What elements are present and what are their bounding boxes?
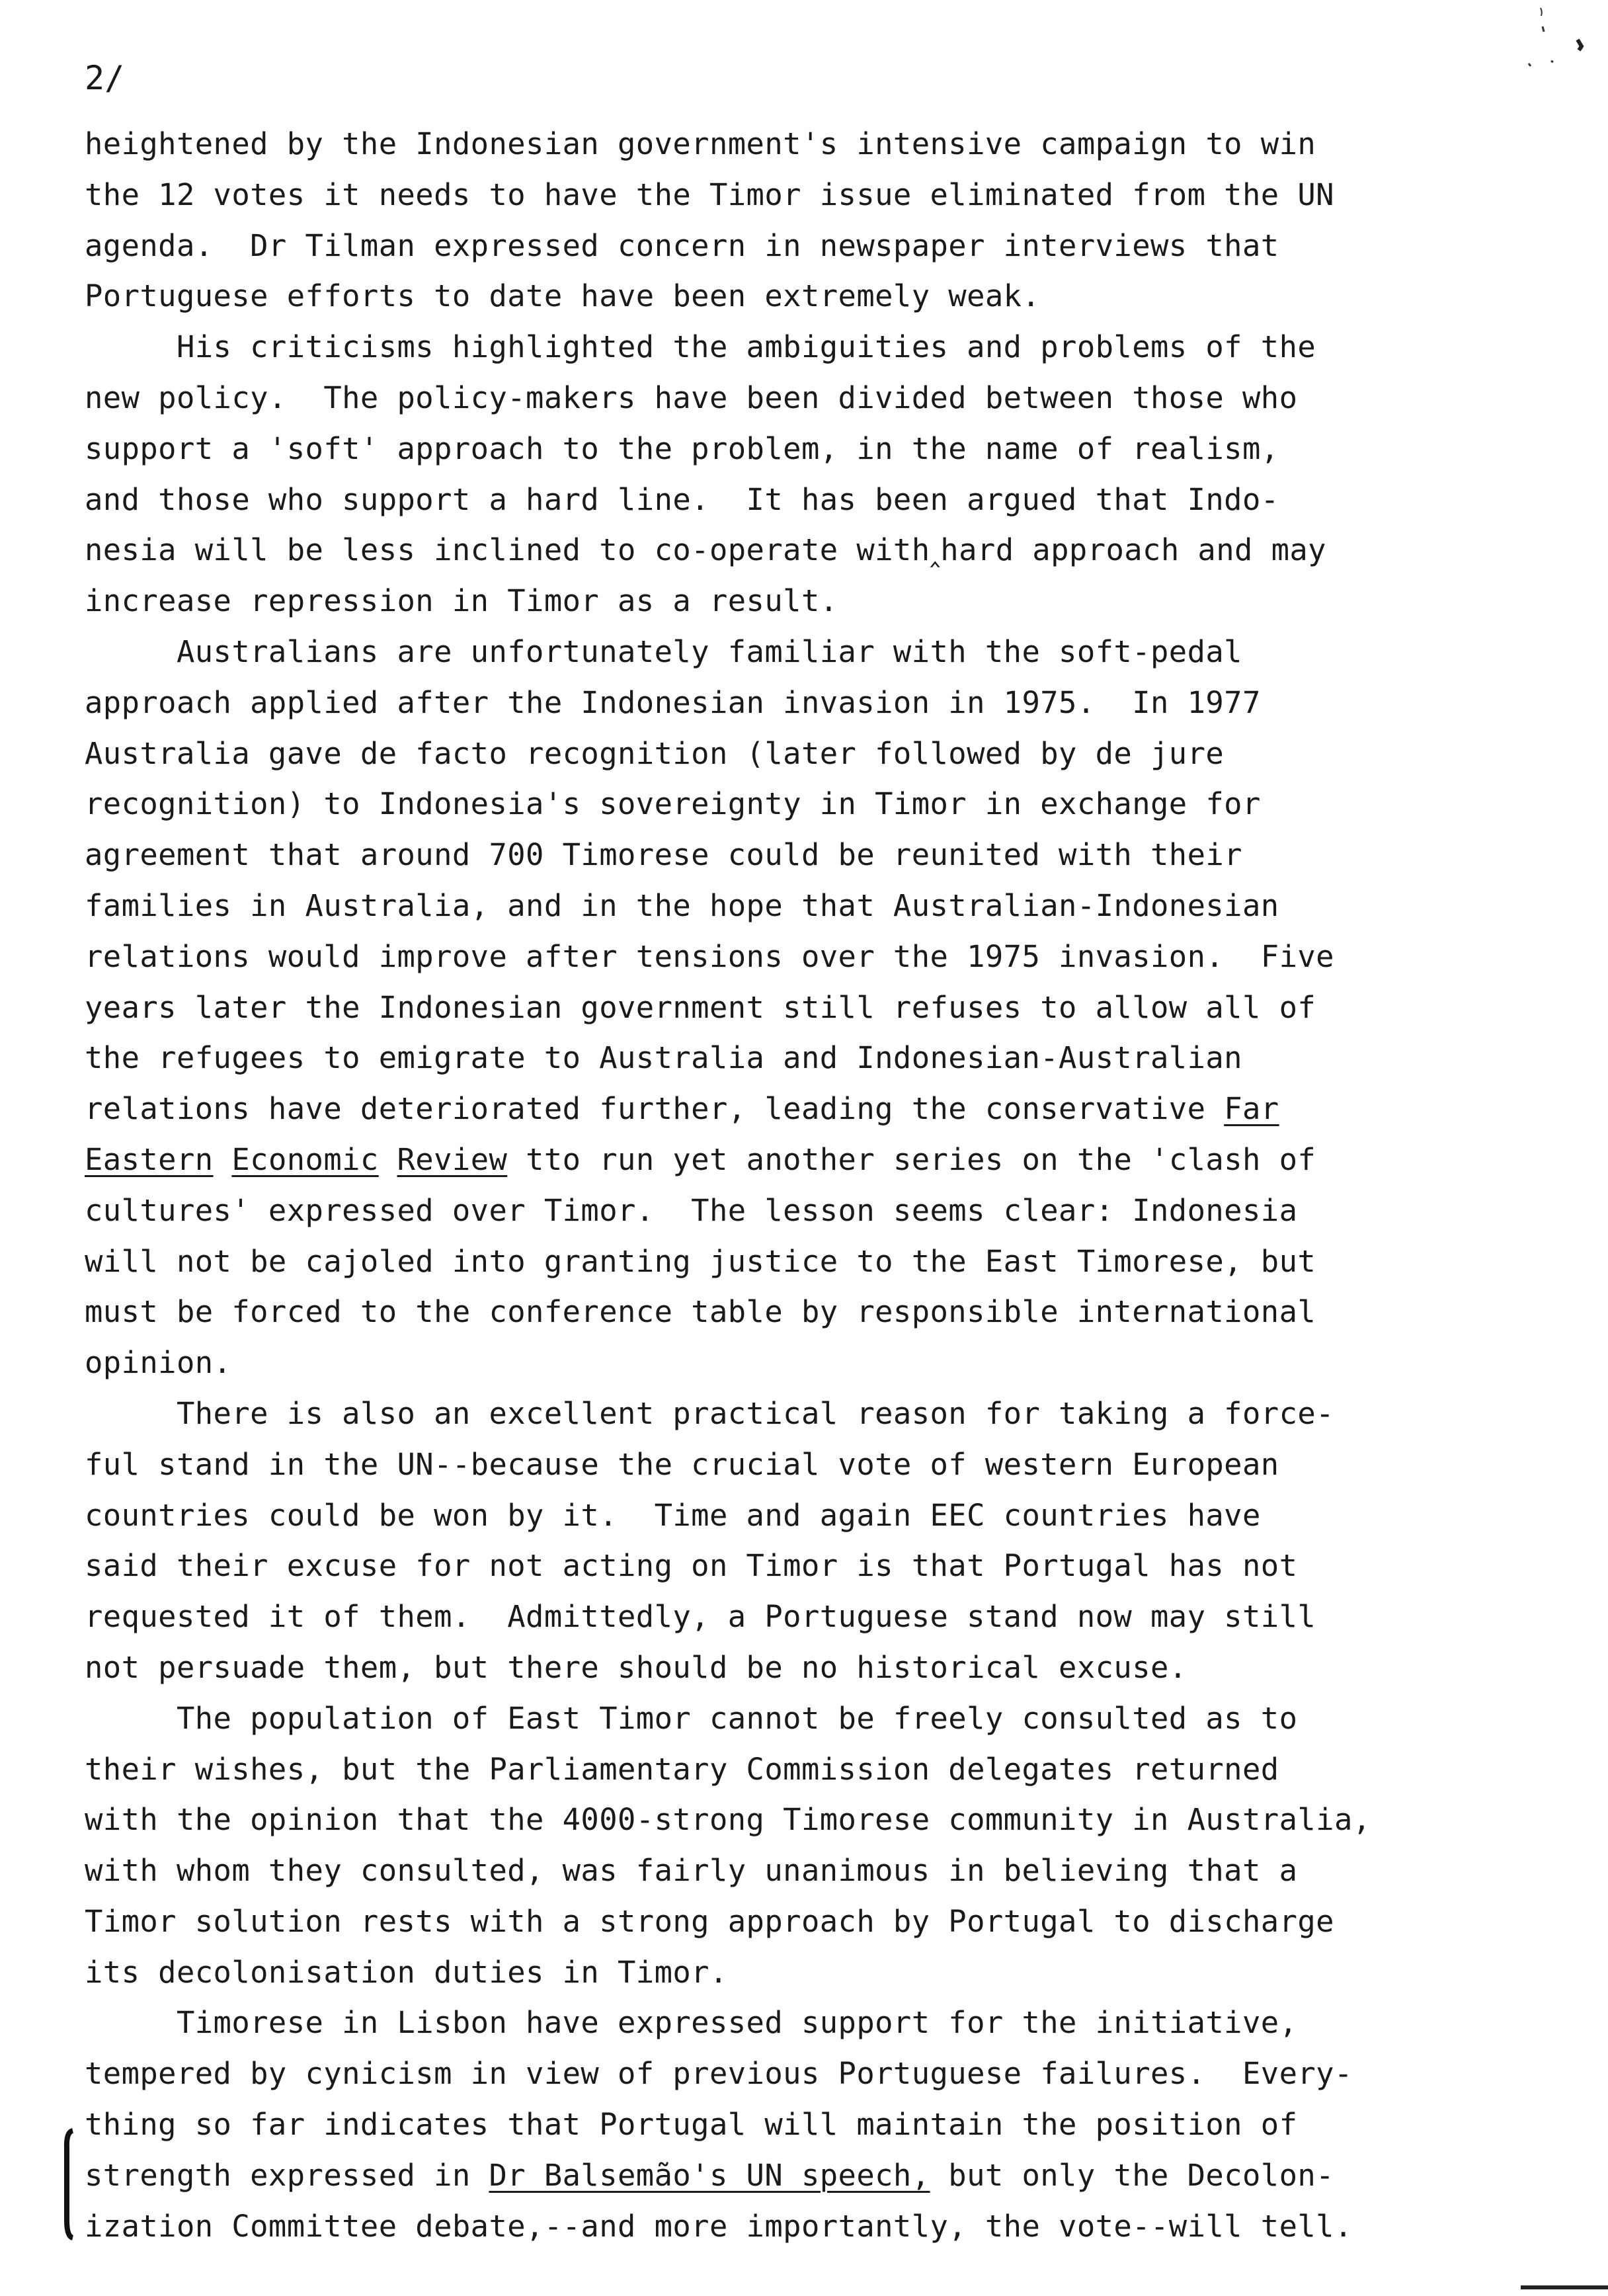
text-line: [85, 1897, 1500, 1948]
text-line: [85, 1846, 1500, 1897]
page-edge-rule: [1521, 2285, 1608, 2289]
text-run: tto run yet another series on the 'clash of: [507, 1141, 1316, 1177]
text-run: increase repression in Timor as a result.: [85, 583, 838, 619]
underlined-text: Eastern: [85, 1141, 214, 1177]
text-line: [85, 678, 1500, 729]
text-line: [85, 170, 1500, 221]
text-run: Australians are unfortunately familiar with the soft-pedal: [85, 634, 1242, 669]
text-line: [85, 1694, 1500, 1744]
text-line: [85, 1084, 1500, 1135]
text-line: [85, 2151, 1500, 2201]
body-text: [85, 119, 1500, 2252]
text-line: [85, 1643, 1500, 1694]
text-run: the 12 votes it needs to have the Timor issue eliminated from the UN: [85, 177, 1334, 212]
text-run: heightened by the Indonesian government's intensive campaign to win: [85, 126, 1316, 161]
text-run: opinion.: [85, 1345, 232, 1381]
text-run: His criticisms highlighted the ambiguities and problems of the: [85, 329, 1316, 365]
text-line: [85, 1491, 1500, 1541]
text-line: [85, 322, 1500, 373]
text-run: Australia gave de facto recognition (later followed by de jure: [85, 735, 1225, 771]
underlined-text: Economic: [231, 1141, 379, 1177]
text-line: [85, 830, 1500, 881]
text-run: agreement that around 700 Timorese could be reunited with their: [85, 837, 1242, 873]
text-line: [85, 221, 1500, 272]
text-line: [85, 119, 1500, 170]
text-line: [85, 779, 1500, 830]
text-run: but only the Decolon-: [930, 2157, 1334, 2193]
text-line: [85, 1287, 1500, 1338]
text-line: [85, 1033, 1500, 1084]
text-run: requested it of them. Admittedly, a Portuguese stand now may still: [85, 1599, 1316, 1635]
text-line: [85, 627, 1500, 678]
text-line: [85, 1592, 1500, 1643]
text-run: ization Committee debate,--and more importantly, the vote--will tell.: [85, 2208, 1353, 2244]
text-run: must be forced to the conference table by responsible international: [85, 1294, 1316, 1330]
text-run: Timorese in Lisbon have expressed support for the initiative,: [85, 2005, 1298, 2041]
text-line: [85, 1998, 1500, 2049]
text-line: [85, 1186, 1500, 1237]
text-run: new policy. The policy-makers have been divided between those who: [85, 380, 1298, 415]
text-run: nesia will be less inclined to co-operate with‸hard approach and may: [85, 532, 1326, 568]
text-run: cultures' expressed over Timor. The lesson seems clear: Indonesia: [85, 1192, 1298, 1228]
text-line: [85, 424, 1500, 475]
text-run: their wishes, but the Parliamentary Commission delegates returned: [85, 1751, 1279, 1787]
text-line: [85, 1338, 1500, 1389]
text-run: will not be cajoled into granting justice to the East Timorese, but: [85, 1243, 1316, 1279]
text-line: [85, 983, 1500, 1034]
text-line: [85, 1795, 1500, 1846]
text-run: the refugees to emigrate to Australia and Indonesian-Australian: [85, 1040, 1242, 1076]
text-line: [85, 1948, 1500, 1998]
underlined-text: Dr Balsemão's UN speech,: [489, 2157, 930, 2193]
margin-bracket-mark: [63, 2128, 75, 2240]
text-line: [85, 1135, 1500, 1186]
text-line: [85, 2049, 1500, 2100]
text-run: its decolonisation duties in Timor.: [85, 1954, 728, 1990]
text-line: [85, 271, 1500, 322]
page-number: 2/: [85, 59, 125, 97]
text-run: with whom they consulted, was fairly unanimous in believing that a: [85, 1853, 1298, 1889]
text-line: [85, 2100, 1500, 2151]
text-run: with the opinion that the 4000-strong Timorese community in Australia,: [85, 1802, 1371, 1838]
text-run: relations would improve after tensions over the 1975 invasion. Five: [85, 938, 1334, 974]
text-run: years later the Indonesian government still refuses to allow all of: [85, 989, 1316, 1025]
text-run: The population of East Timor cannot be freely consulted as to: [85, 1700, 1298, 1736]
text-line: [85, 1541, 1500, 1592]
text-run: Timor solution rests with a strong approach by Portugal to discharge: [85, 1903, 1334, 1939]
text-line: [85, 1440, 1500, 1491]
text-run: strength expressed in: [85, 2157, 489, 2193]
text-run: and those who support a hard line. It has been argued that Indo-: [85, 481, 1279, 517]
text-run: thing so far indicates that Portugal will maintain the position of: [85, 2107, 1298, 2143]
text-line: [85, 1744, 1500, 1795]
text-run: said their excuse for not acting on Timor is that Portugal has not: [85, 1548, 1298, 1584]
text-line: [85, 932, 1500, 983]
text-line: [85, 475, 1500, 526]
text-line: [85, 1237, 1500, 1288]
text-run: agenda. Dr Tilman expressed concern in newspaper interviews that: [85, 227, 1279, 263]
text-run: [214, 1142, 232, 1177]
text-run: recognition) to Indonesia's sovereignty in Timor in exchange for: [85, 786, 1261, 822]
text-run: [379, 1142, 397, 1177]
text-line: [85, 2201, 1500, 2252]
text-line: [85, 576, 1500, 627]
text-line: [85, 373, 1500, 424]
text-line: [85, 729, 1500, 780]
corner-pen-mark: [1521, 0, 1593, 79]
underlined-text: Review: [397, 1141, 508, 1177]
text-run: tempered by cynicism in view of previous Portuguese failures. Every-: [85, 2056, 1353, 2092]
text-line: [85, 1389, 1500, 1440]
text-run: families in Australia, and in the hope that Australian-Indonesian: [85, 887, 1279, 923]
text-run: Portuguese efforts to date have been extremely weak.: [85, 278, 1041, 314]
text-run: ful stand in the UN--because the crucial vote of western European: [85, 1446, 1279, 1482]
text-line: [85, 881, 1500, 932]
text-run: support a 'soft' approach to the problem, in the name of realism,: [85, 430, 1279, 466]
underlined-text: Far: [1224, 1091, 1279, 1127]
text-run: not persuade them, but there should be no historical excuse.: [85, 1649, 1187, 1685]
text-run: countries could be won by it. Time and again EEC countries have: [85, 1497, 1261, 1533]
text-run: approach applied after the Indonesian invasion in 1975. In 1977: [85, 684, 1261, 720]
text-run: relations have deteriorated further, leading the conservative: [85, 1091, 1225, 1127]
text-run: There is also an excellent practical reason for taking a force-: [85, 1395, 1334, 1431]
text-line: [85, 525, 1500, 576]
